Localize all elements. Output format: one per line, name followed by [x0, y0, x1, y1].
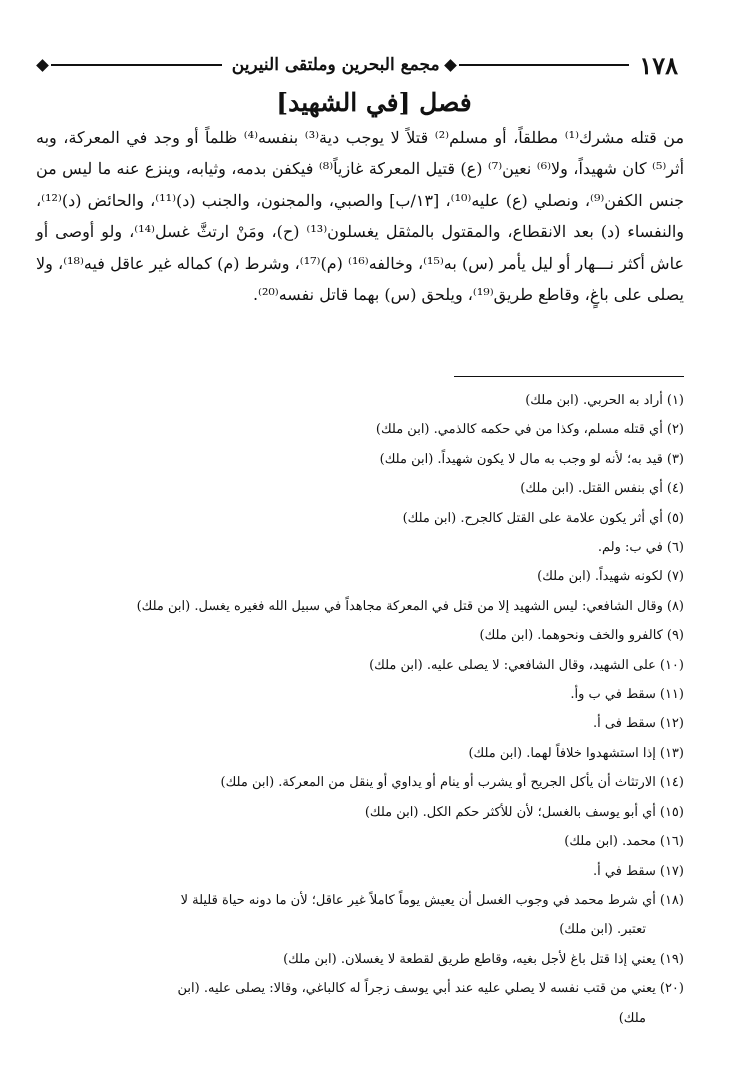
footnote-text: أي بنفس القتل. (ابن ملك): [520, 481, 663, 497]
footnote: [36, 386, 684, 415]
footnote-text: محمد. (ابن ملك): [564, 834, 656, 850]
footnote-number: (٣): [666, 451, 684, 467]
footnote-text: لكونه شهيداً. (ابن ملك): [537, 569, 663, 585]
footnote-number: (١١): [659, 687, 684, 703]
footnote-number: (٩): [666, 628, 684, 644]
footnote-number: (١٣): [659, 745, 684, 761]
footnote-number: (١٥): [659, 804, 684, 820]
section-title: فصل [في الشهيد]: [276, 88, 472, 117]
footnote-text: أي أبو يوسف بالغسل؛ لأن للأكثر حكم الكل. (ابن ملك): [364, 804, 656, 820]
footnote-text: يعني إذا قتل باغ لأجل بغيه، وقاطع طريق لقطعة لا يغسلان. (ابن ملك): [283, 951, 656, 967]
footnote-number: (٤): [666, 481, 684, 497]
footnote: [36, 886, 684, 915]
footnote-number: (١٠): [659, 657, 684, 673]
footnote: [36, 533, 684, 562]
main-text: [36, 122, 684, 310]
footnote: [36, 827, 684, 856]
diamond-ornament-icon: [444, 59, 457, 72]
footnote-continuation: ملك): [618, 1010, 646, 1026]
footnote: [36, 857, 684, 886]
header-rule-right: [459, 64, 630, 66]
footnote-text: على الشهيد، وقال الشافعي: لا يصلى عليه. (ابن ملك): [369, 657, 656, 673]
footnote-text: أي شرط محمد في وجوب الغسل أن يعيش يوماً كاملاً غير عاقل؛ لأن ما دونه حياة قليلة لا: [180, 892, 656, 908]
footnote-text: أي قتله مسلم، وكذا من في حكمه كالذمي. (ابن ملك): [375, 422, 663, 438]
footnote-text: سقط في أ.: [593, 863, 656, 879]
footnote-separator: [454, 376, 684, 377]
footnote-text: قيد به؛ لأنه لو وجب به مال لا يكون شهيداً. (ابن ملك): [379, 451, 663, 467]
footnote: [36, 680, 684, 709]
diamond-ornament-icon: [36, 59, 49, 72]
footnote-number: (١٤): [659, 775, 684, 791]
footnote-number: (٢): [666, 422, 684, 438]
footnote: [36, 415, 684, 444]
footnote: [36, 768, 684, 797]
footnote-number: (٥): [666, 510, 684, 526]
footnote-number: (١٦): [659, 834, 684, 850]
footnote: [36, 621, 684, 650]
header-rule-left: [51, 64, 222, 66]
footnote: [36, 709, 684, 738]
footnote-number: (١٨): [659, 892, 684, 908]
footnote: [36, 974, 684, 1003]
footnote-text: يعني من قتب نفسه لا يصلي عليه عند أبي يوسف زجراً له كالباغي، وقالا: يصلى عليه. (ابن: [177, 981, 656, 997]
footnote-number: (٨): [666, 598, 684, 614]
footnote-number: (٦): [666, 540, 684, 556]
footnote-text: إذا استشهدوا خلافاً لهما. (ابن ملك): [468, 745, 656, 761]
footnote-number: (١٧): [659, 863, 684, 879]
footnote-number: (١٩): [659, 951, 684, 967]
footnote-continuation: تعتبر. (ابن ملك): [559, 922, 646, 938]
footnote-text: أي أثر يكون علامة على القتل كالجرح. (ابن ملك): [402, 510, 663, 526]
footnote: [36, 798, 684, 827]
footnote-text: أراد به الحربي. (ابن ملك): [525, 393, 663, 408]
footnote-text: في ب: ولم.: [597, 540, 663, 556]
footnote: [36, 445, 684, 474]
footnotes: [36, 386, 684, 1033]
footnote-text: سقط في ب وأ.: [570, 687, 656, 703]
main-paragraph: من قتله مشرك⁽¹⁾ مطلقاً، أو مسلم⁽²⁾ قتلاً لا يوجب دية⁽³⁾ بنفسه⁽⁴⁾ ظلماً أو وجد في المعركة، وبه أثر⁽⁵⁾ كان شهيداً، ولا⁽⁶⁾ نعين⁽⁷⁾ (ع) قتيل المعركة غازياً⁽⁸⁾ فيكفن بدمه، وثيابه، وينزع عنه ما ليس من جنس الكفن⁽⁹⁾، ونصلي (ع) عليه⁽¹⁰⁾، [١٣/ب] والصبي، والمجنون، والجنب (د)⁽¹¹⁾، والحائض (د)⁽¹²⁾، والنفساء (د) بعد الانقطاع، والمقتول بالمثقل يغسلون⁽¹³⁾ (ح)، ومَنْ ارتثَّ غسل⁽¹⁴⁾، ولو أوصى أو عاش أكثر نـــهار أو ليل يأمر (س) به⁽¹⁵⁾، وخالفه⁽¹⁶⁾ (م)⁽¹⁷⁾، وشرط (م) كماله غير عاقل فيه⁽¹⁸⁾، ولا يصلى على باغٍ، وقاطع طريق⁽¹⁹⁾، ويلحق (س) بهما قاتل نفسه⁽²⁰⁾.: [36, 128, 685, 305]
footnote-number: (٢٠): [659, 981, 684, 997]
footnote-text: سقط فى أ.: [593, 716, 656, 732]
footnote-text: الارتثاث أن يأكل الجريح أو يشرب أو ينام أو يداوي أو ينقل من المعركة. (ابن ملك): [220, 775, 656, 791]
page-number: ١٧٨: [639, 50, 678, 80]
footnote: [36, 474, 684, 503]
footnote: [36, 651, 684, 680]
footnote: [36, 945, 684, 974]
footnote-number: (١): [666, 393, 684, 408]
footnote-text: وقال الشافعي: ليس الشهيد إلا من قتل في المعركة مجاهداً في سبيل الله فغيره يغسل. (ابن ملك): [136, 598, 663, 614]
footnote: [36, 739, 684, 768]
footnote-number: (١٢): [659, 716, 684, 732]
footnote: [36, 562, 684, 591]
running-title: مجمع البحرين وملتقى النيرين: [231, 55, 440, 75]
footnote: [36, 504, 684, 533]
footnote: [36, 592, 684, 621]
footnote-text: كالفرو والخف ونحوهما. (ابن ملك): [479, 628, 663, 644]
page-header: [38, 52, 678, 78]
footnote-number: (٧): [666, 569, 684, 585]
